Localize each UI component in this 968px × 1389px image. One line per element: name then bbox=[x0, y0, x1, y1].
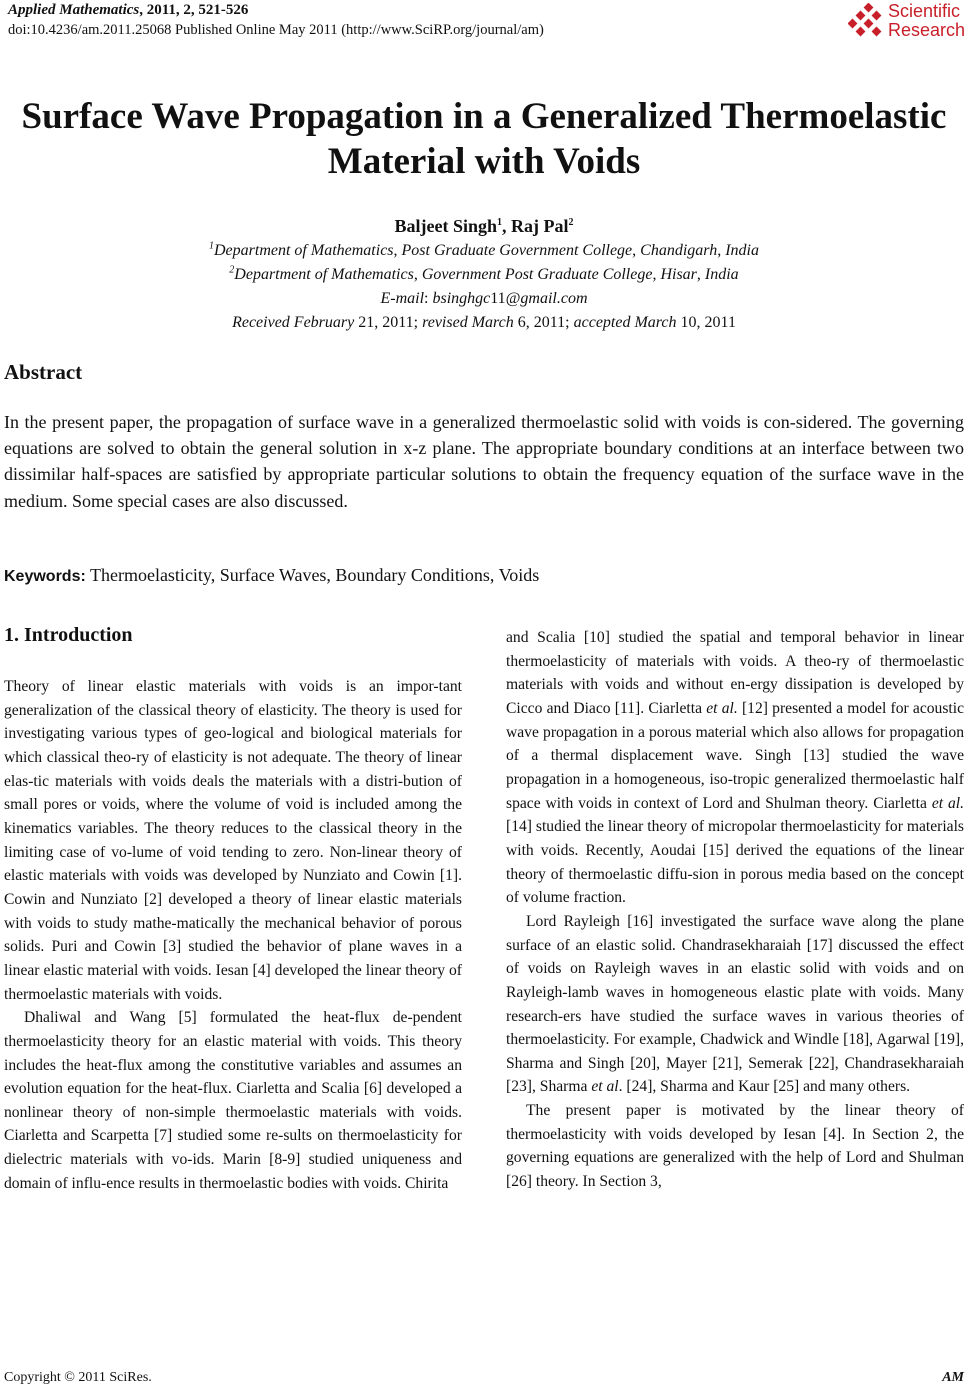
revised-date: 6, 2011; bbox=[513, 314, 574, 331]
accepted-date: 10, 2011 bbox=[676, 314, 736, 331]
affil-sep: , bbox=[632, 242, 641, 259]
author-2: Raj Pal bbox=[511, 216, 569, 236]
affiliation-2 bbox=[0, 266, 968, 284]
logo-line-1: Scientific bbox=[888, 1, 961, 21]
received-dates bbox=[0, 314, 968, 332]
affil-marker: 2 bbox=[229, 264, 235, 276]
affil-sep: , bbox=[696, 266, 705, 283]
paper-title bbox=[0, 94, 968, 184]
abstract-heading: Abstract bbox=[4, 360, 83, 384]
email-user: bsinghgc bbox=[432, 290, 491, 307]
received-label: Received February bbox=[232, 314, 355, 331]
affil-city: Chandigarh bbox=[640, 242, 718, 259]
keywords-line bbox=[4, 565, 539, 586]
author-separator: , bbox=[502, 216, 511, 236]
text-run: Lord Rayleigh [16] investigated the surface wave along the plane surface of an elastic solid. Chandrasekharaiah [17] discussed the effect of voids on Rayleigh waves in an elastic solid with voids and on Rayleigh-lamb waves in homogeneous elastic plate with voids. Many research-ers have studied the surface waves in various theories of thermoelasticity. For example, Chadwick and Windle [18], Agarwal [19], Sharma and Singh [20], Mayer [21], Semerak [22], Chandrasekharaiah [23], Sharma bbox=[506, 912, 964, 1096]
affil-dept: Department of Mathematics bbox=[214, 242, 394, 259]
abstract-text: In the present paper, the propagation of surface wave in a generalized thermoelastic solid with voids is con-sidered. The governing equations are solved to obtain the general solution in x-z plane. The appropriate boundary conditions at an interface between two dissimilar half-spaces are satisfied by appropriate particular solutions to obtain the frequency equation of the surface wave in the medium. Some special cases are also discussed. bbox=[4, 412, 964, 511]
journal-volume: , 2011, 2, 521-526 bbox=[139, 2, 249, 18]
section-heading-introduction: 1. Introduction bbox=[4, 624, 133, 646]
page-footer bbox=[4, 1370, 964, 1386]
logo-mark-icon bbox=[848, 3, 886, 41]
accepted-label: accepted March bbox=[573, 314, 677, 331]
journal-abbrev: AM bbox=[942, 1370, 964, 1385]
affil-sep: , bbox=[717, 242, 726, 259]
left-column bbox=[4, 675, 462, 1195]
title-line-2: Material with Voids bbox=[327, 141, 641, 182]
email-number: 11 bbox=[490, 290, 506, 307]
logo-line-2: Research bbox=[888, 20, 966, 40]
email-line bbox=[0, 290, 968, 308]
received-date: 21, 2011; bbox=[354, 314, 423, 331]
email-label: E-mail bbox=[380, 290, 425, 307]
text-run: [12] presented a model for acoustic wave propagation in a porous material which also allows for propagation of a thermal displacement wave. Singh [13] studied the wave propagation in a homogeneous, iso-tropic generalized thermoelastic half space with voids in context of Lord and Shulman theory. Ciarletta bbox=[506, 699, 964, 812]
keywords-label: Keywords: bbox=[4, 568, 86, 585]
email-sep: : bbox=[424, 290, 433, 307]
doi-line: doi:10.4236/am.2011.25068 Published Online May 2011 (http://www.SciRP.org/journal/am) bbox=[8, 22, 544, 38]
affil-marker: 1 bbox=[209, 240, 214, 252]
affil-sep: , bbox=[652, 266, 661, 283]
affil-college: Post Graduate Government College bbox=[401, 242, 633, 259]
affil-country: India bbox=[725, 242, 759, 259]
affil-sep: , bbox=[393, 242, 402, 259]
affil-college: Government Post Graduate College bbox=[421, 266, 653, 283]
affil-dept: Department of Mathematics bbox=[234, 266, 414, 283]
affiliation-1 bbox=[0, 242, 968, 260]
email-domain: @gmail.com bbox=[505, 290, 588, 307]
et-al: et al. bbox=[706, 699, 738, 717]
revised-label: revised March bbox=[422, 314, 514, 331]
right-column bbox=[506, 626, 964, 1194]
author-list bbox=[0, 216, 968, 237]
intro-paragraph-2: Dhaliwal and Wang [5] formulated the heat-flux de-pendent thermoelasticity theory for an elastic material with voids. This theory includes the heat-flux among the constitutive variables and assumes an evolution equation for the heat-flux. Ciarletta and Scalia [6] developed a nonlinear theory of non-simple thermoelastic materials with voids. Ciarletta and Scarpetta [7] studied some re-sults on thermoelasticity for dielectric materials with vo-ids. Marin [8-9] studied uniqueness and domain of influ-ence results in thermoelastic bodies with voids. Chirita bbox=[4, 1009, 462, 1192]
scirp-logo bbox=[848, 2, 966, 42]
keywords-list: Thermoelasticity, Surface Waves, Boundary Conditions, Voids bbox=[85, 565, 540, 585]
intro-paragraph-1: Theory of linear elastic materials with voids is an impor-tant generalization of the classical theory of elasticity. The theory is used for investigating various types of geo-logical and biological materials for which classical theo-ry of elasticity is not adequate. The theory of linear elas-tic materials with voids deals the materials with a distri-bution of small pores or voids, where the volume of void is included among the kinematics variables. The theory reduces to the classical theory in the limiting case of vo-lume of void tending to zero. Non-linear theory of elastic materials with voids was developed by Nunziato and Cowin [1]. Cowin and Nunziato [2] developed a theory of linear elastic materials with voids to study mathe-matically the mechanical behavior of porous solids. Puri and Cowin [3] studied the behavior of plane waves in a linear elastic material with voids. Iesan [4] developed the linear theory of thermoelastic materials with voids. bbox=[4, 678, 462, 1003]
journal-name: Applied Mathematics bbox=[8, 2, 140, 18]
affil-country: India bbox=[704, 266, 739, 283]
text-run: and Scalia [10] studied the spatial and temporal behavior in linear thermoelasticity of materials with voids. A theo-ry of thermoelastic materials with voids and without en-ergy dissipation is developed by Cicco and Diaco [11]. Ciarletta bbox=[506, 629, 964, 717]
journal-citation bbox=[8, 2, 248, 19]
text-run: . [24], Sharma and Kaur [25] and many others. bbox=[618, 1078, 911, 1096]
copyright: Copyright © 2011 SciRes. bbox=[4, 1370, 152, 1385]
author-2-affil: 2 bbox=[568, 217, 574, 228]
intro-paragraph-3 bbox=[506, 626, 964, 910]
intro-paragraph-5: The present paper is motivated by the linear theory of thermoelasticity with voids developed by Iesan [4]. In Section 2, the governing equations are generalized with the help of Lord and Shulman [26] theory. In Section 3, bbox=[506, 1102, 964, 1191]
title-line-1: Surface Wave Propagation in a Generalized Thermoelastic bbox=[21, 96, 947, 137]
et-al: et al bbox=[591, 1078, 619, 1096]
author-1-affil: 1 bbox=[497, 217, 502, 228]
intro-paragraph-4 bbox=[506, 910, 964, 1099]
affil-sep: , bbox=[413, 266, 422, 283]
affil-city: Hisar bbox=[660, 266, 697, 283]
author-1: Baljeet Singh bbox=[394, 216, 497, 236]
et-al: et al. bbox=[931, 794, 964, 812]
text-run: [14] studied the linear theory of micropolar thermoelasticity for materials with voids. Recently, Aoudai [15] derived the equations of the linear theory of thermoelastic diffu-sion in porous media based on the concept of volume fraction. bbox=[506, 818, 964, 907]
